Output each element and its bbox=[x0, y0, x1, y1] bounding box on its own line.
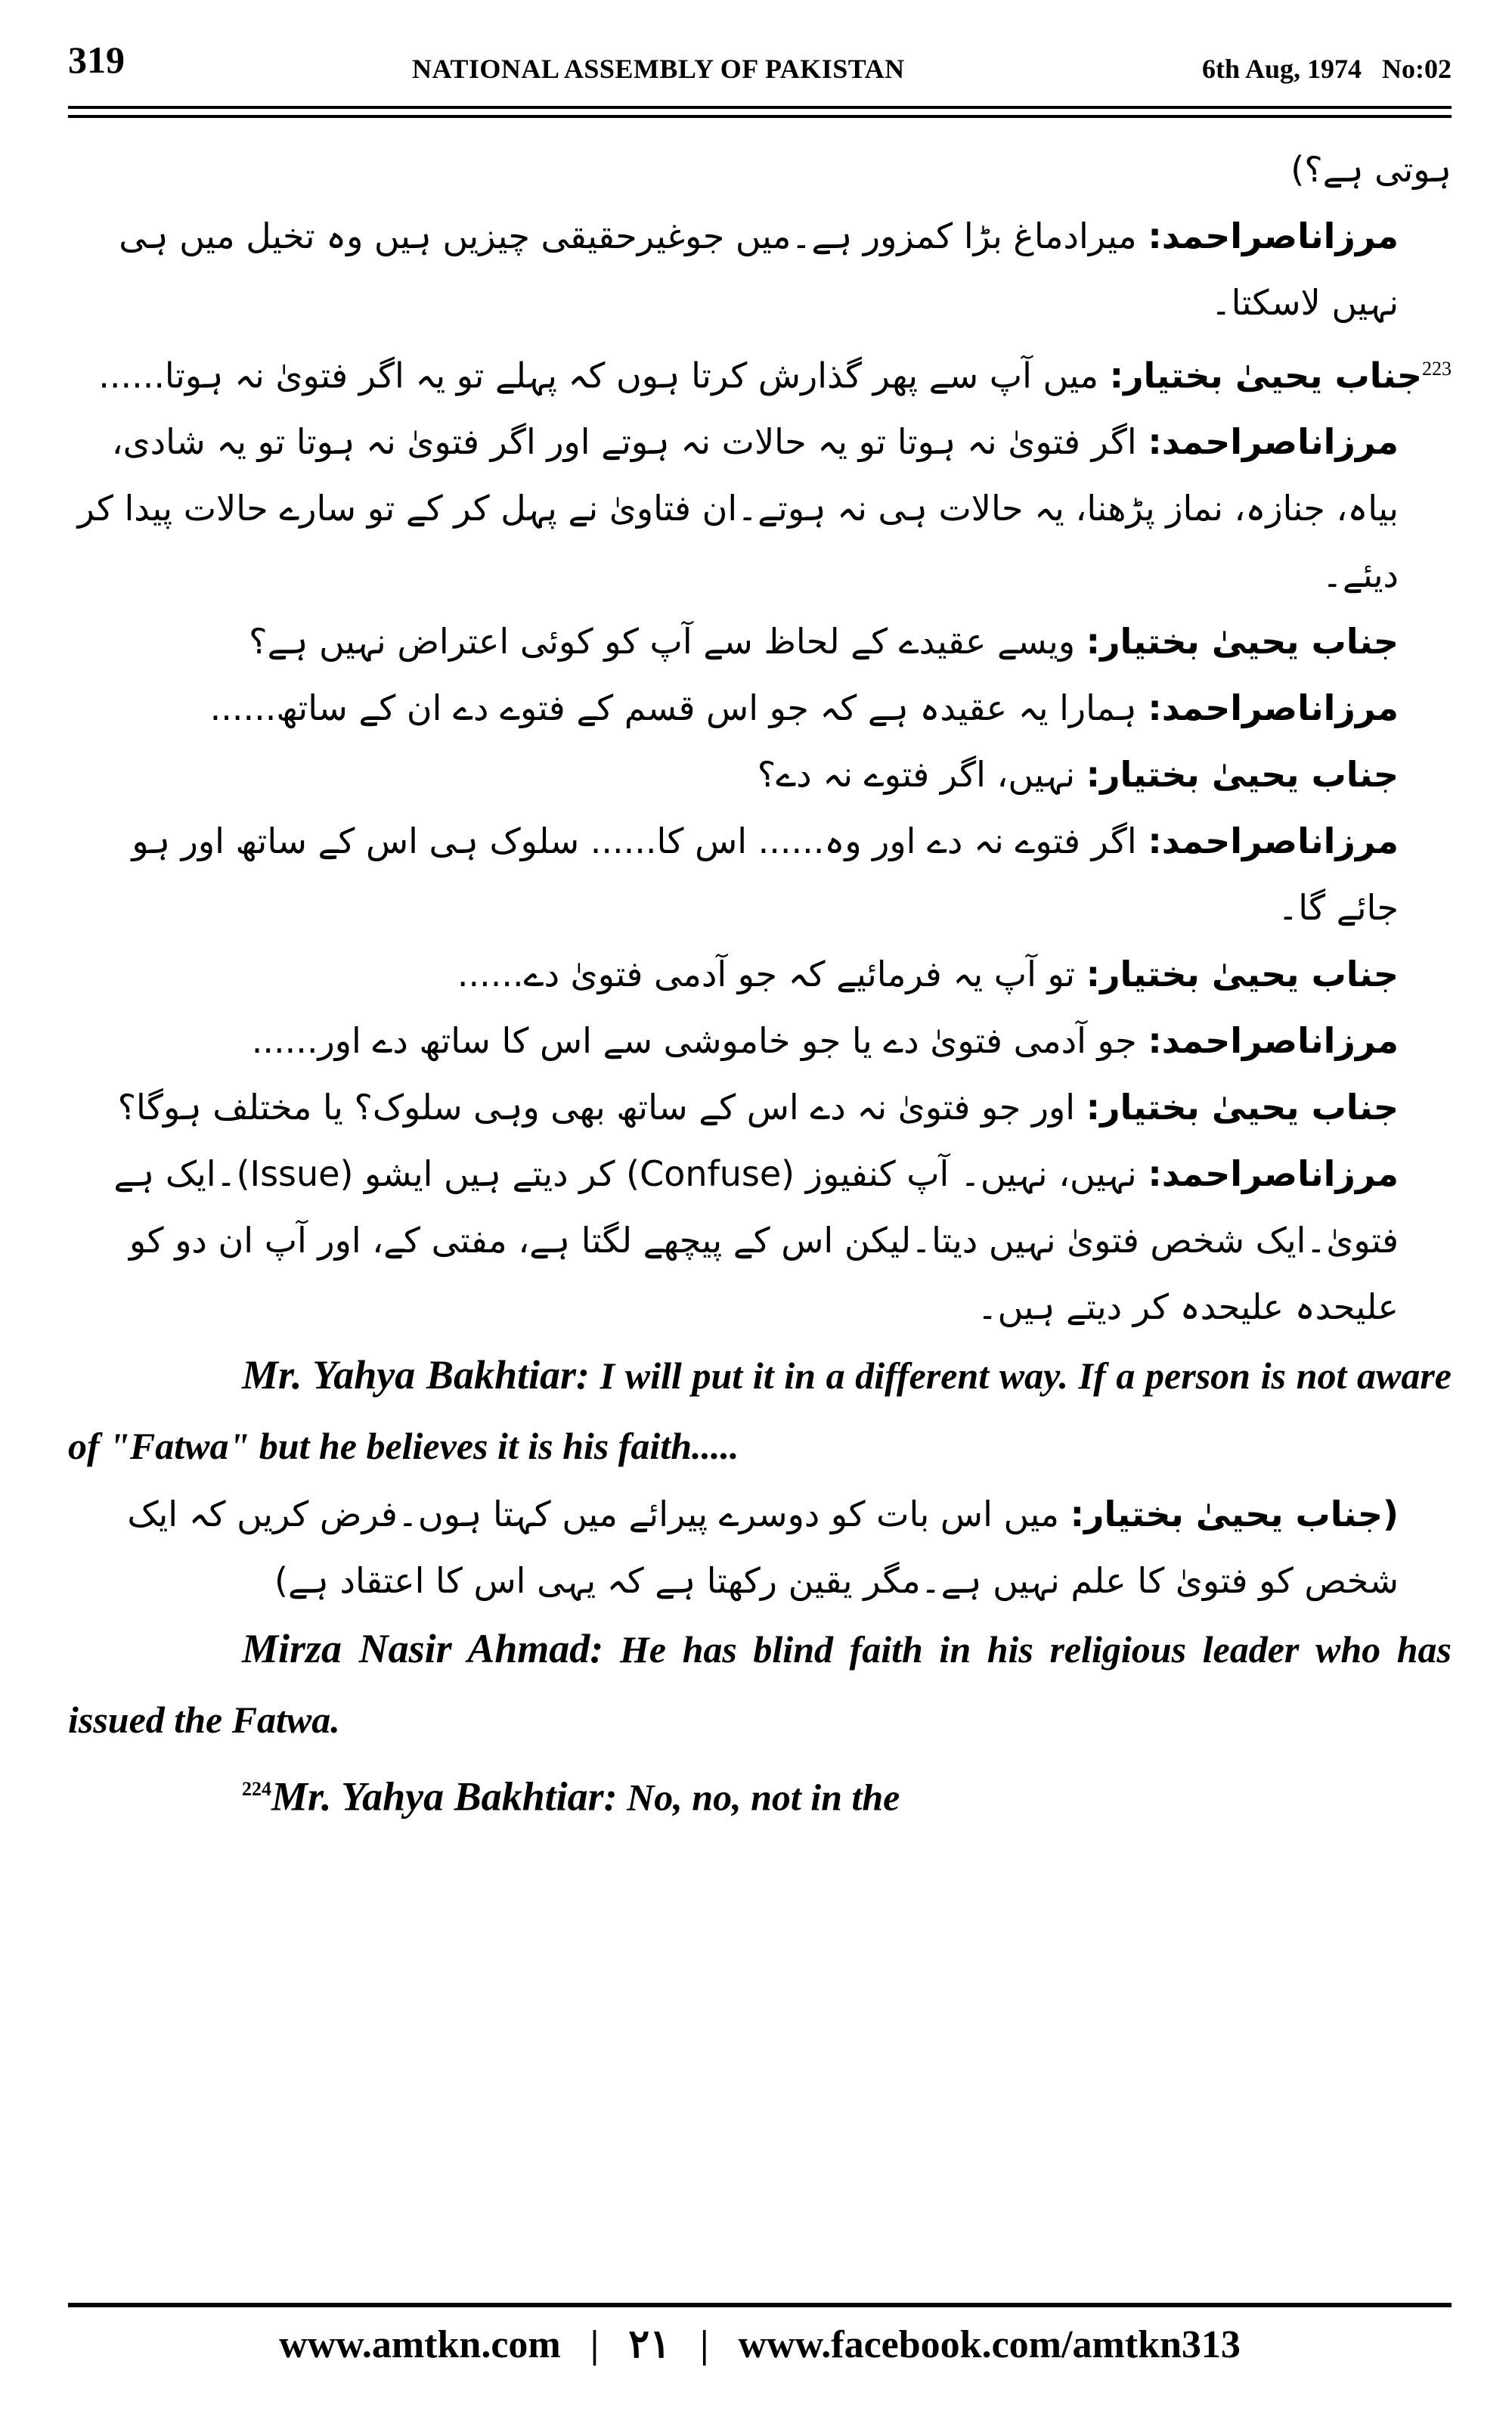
footer-separator: | bbox=[590, 2323, 600, 2366]
footer-facebook-link[interactable]: www.facebook.com/amtkn313 bbox=[738, 2323, 1241, 2366]
paragraph-text: No, no, not in the bbox=[617, 1776, 900, 1819]
urdu-paragraph bbox=[68, 808, 1452, 941]
paragraph-text: جو آدمی فتویٰ دے یا جو خاموشی سے اس کا ساتھ دے اور...... bbox=[251, 1020, 1148, 1062]
section-number: 224 bbox=[242, 1778, 271, 1801]
section-number: 223 bbox=[1422, 358, 1452, 380]
paragraph-text: میرادماغ بڑا کمزور ہے۔میں جوغیرحقیقی چیزیں ہیں وہ تخیل میں ہی نہیں لاسکتا۔ bbox=[119, 216, 1399, 323]
footer-rule bbox=[68, 2303, 1452, 2307]
page-header bbox=[68, 38, 1452, 106]
paragraph-text: تو آپ یہ فرمائیے کہ جو آدمی فتویٰ دے...... bbox=[457, 954, 1086, 995]
speaker-name: جناب یحییٰ بختیار: bbox=[1086, 1087, 1399, 1128]
page-footer bbox=[68, 2322, 1452, 2367]
urdu-paragraph bbox=[68, 941, 1452, 1007]
speaker-name: جناب یحییٰ بختیار: bbox=[1086, 621, 1399, 662]
paragraph-text: میں آپ سے پھر گذارش کرتا ہوں کہ پہلے تو یہ اگر فتویٰ نہ ہوتا...... bbox=[98, 355, 1110, 396]
speaker-name: مرزاناصراحمد: bbox=[1148, 216, 1399, 256]
paragraph-text: I will put it in a different way. If a person is not aware of "Fatwa" but he believes it is his faith..... bbox=[68, 1354, 1452, 1468]
speaker-name: جناب یحییٰ بختیار: bbox=[1086, 754, 1399, 796]
footer-website-link[interactable]: www.amtkn.com bbox=[279, 2323, 561, 2366]
footer-page-number: ۲۱ bbox=[628, 2323, 671, 2366]
english-paragraph bbox=[68, 1340, 1452, 1481]
speaker-name: Mr. Yahya Bakhtiar: bbox=[271, 1773, 618, 1820]
urdu-paragraph bbox=[68, 336, 1452, 408]
urdu-paragraph bbox=[68, 1007, 1452, 1074]
paragraph-text: ہوتی ہے؟) bbox=[1290, 149, 1452, 190]
speaker-name: مرزاناصراحمد: bbox=[1148, 1153, 1399, 1195]
paragraph-text: میں اس بات کو دوسرے پیرائے میں کہتا ہوں۔فرض کریں کہ ایک شخص کو فتویٰ کا علم نہیں ہے۔مگر یقین رکھتا ہے کہ یہی اس کا اعتقاد ہے) bbox=[127, 1494, 1399, 1602]
page-number: 319 bbox=[68, 39, 125, 81]
urdu-paragraph bbox=[68, 1074, 1452, 1140]
paragraph-text: ویسے عقیدے کے لحاظ سے آپ کو کوئی اعتراض نہیں ہے؟ bbox=[249, 621, 1086, 662]
speaker-name: (جناب یحییٰ بختیار: bbox=[1070, 1494, 1399, 1535]
paragraph-text: ہمارا یہ عقیدہ ہے کہ جو اس قسم کے فتوے دے ان کے ساتھ...... bbox=[209, 687, 1148, 729]
urdu-paragraph bbox=[68, 1481, 1452, 1614]
header-date: 6th Aug, 1974 No:02 bbox=[1201, 54, 1452, 84]
paragraph-text: اگر فتویٰ نہ ہوتا تو یہ حالات نہ ہوتے اور اگر فتویٰ نہ ہوتا تو یہ شادی، بیاہ، جنازہ، نماز پڑھنا، یہ حالات ہی نہ ہوتے۔ان فتاویٰ نے پہل کر کے تو سارے حالات پیدا کر دیئے۔ bbox=[77, 421, 1399, 596]
speaker-name: Mirza Nasir Ahmad: bbox=[242, 1626, 604, 1672]
paragraph-text: He has blind faith in his religious leader who has issued the Fatwa. bbox=[68, 1628, 1452, 1742]
english-paragraph bbox=[68, 1614, 1452, 1754]
urdu-paragraph bbox=[68, 675, 1452, 741]
paragraph-text: اور جو فتویٰ نہ دے اس کے ساتھ بھی وہی سلوک؟ یا مختلف ہوگا؟ bbox=[117, 1087, 1086, 1128]
paragraph-text: اگر فتوے نہ دے اور وہ...... اس کا...... سلوک ہی اس کے ساتھ اور ہو جائے گا۔ bbox=[132, 821, 1399, 929]
document-page bbox=[68, 30, 1452, 2390]
urdu-paragraph bbox=[68, 203, 1452, 336]
urdu-paragraph bbox=[68, 1140, 1452, 1340]
speaker-name: مرزاناصراحمد: bbox=[1148, 421, 1399, 463]
urdu-paragraph bbox=[68, 408, 1452, 608]
urdu-paragraph bbox=[68, 741, 1452, 808]
header-rule-secondary bbox=[68, 115, 1452, 118]
urdu-paragraph bbox=[68, 136, 1452, 203]
speaker-name: مرزاناصراحمد: bbox=[1148, 687, 1399, 729]
speaker-name: مرزاناصراحمد: bbox=[1148, 1020, 1399, 1062]
speaker-name: جناب یحییٰ بختیار: bbox=[1086, 954, 1399, 995]
header-title: NATIONAL ASSEMBLY OF PAKISTAN bbox=[412, 54, 905, 84]
speaker-name: جناب یحییٰ بختیار: bbox=[1109, 355, 1422, 396]
footer-separator: | bbox=[700, 2323, 709, 2366]
paragraph-text: نہیں، اگر فتوے نہ دے؟ bbox=[757, 754, 1086, 796]
speaker-name: مرزاناصراحمد: bbox=[1148, 821, 1399, 862]
urdu-paragraph bbox=[68, 608, 1452, 675]
speaker-name: Mr. Yahya Bakhtiar: bbox=[242, 1352, 590, 1398]
paragraph-text: نہیں، نہیں۔ آپ کنفیوز (Confuse) کر دیتے ہیں ایشو (Issue)۔ایک ہے فتویٰ۔ایک شخص فتویٰ نہیں دیتا۔لیکن اس کے پیچھے لگتا ہے، مفتی کے، اور آپ ان دو کو علیحدہ علیحدہ کر دیتے ہیں۔ bbox=[113, 1153, 1399, 1328]
english-paragraph bbox=[68, 1754, 1452, 1832]
page-body bbox=[68, 136, 1452, 1832]
header-rule bbox=[68, 106, 1452, 109]
